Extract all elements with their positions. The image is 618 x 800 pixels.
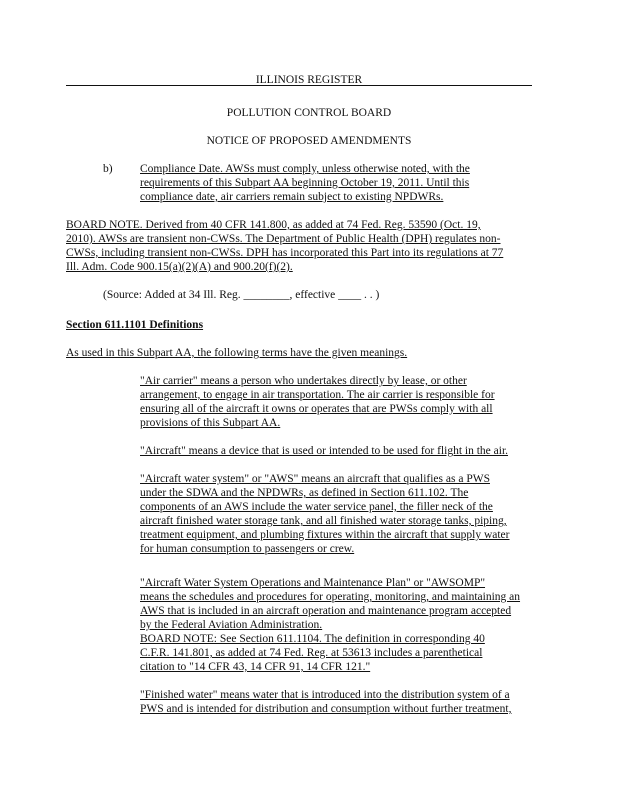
def-aws-line-3: components of an AWS include the water service panel, the filler neck of the xyxy=(140,501,493,513)
item-b-line-2: requirements of this Subpart AA beginning October 19, 2011. Until this xyxy=(140,177,470,189)
def-awsomp-note-line-3: citation to "14 CFR 43, 14 CFR 91, 14 CFR 121." xyxy=(140,661,371,673)
def-awsomp-note-line-1: BOARD NOTE: See Section 611.1104. The definition in corresponding 40 xyxy=(140,633,485,645)
board-note-line-4: Ill. Adm. Code 900.15(a)(2)(A) and 900.20(f)(2). xyxy=(66,261,293,273)
board-note-line-3: CWSs, including transient non-CWSs. DPH has incorporated this Part into its regulations at 77 xyxy=(66,247,504,259)
def-air-carrier-line-4: provisions of this Subpart AA. xyxy=(140,417,281,429)
source-line: (Source: Added at 34 Ill. Reg. ________, effective ____ . . ) xyxy=(103,289,380,301)
item-b-label: b) xyxy=(103,163,113,175)
def-aircraft-line-1: "Aircraft" means a device that is used or intended to be used for flight in the air. xyxy=(140,445,509,457)
def-air-carrier-line-1: "Air carrier" means a person who undertakes directly by lease, or other xyxy=(140,375,467,387)
item-b-line-1: Compliance Date. AWSs must comply, unless otherwise noted, with the xyxy=(140,163,470,175)
def-awsomp-note-line-2: C.F.R. 141.801, as added at 74 Fed. Reg. at 53613 includes a parenthetical xyxy=(140,647,483,659)
def-awsomp-line-1: "Aircraft Water System Operations and Maintenance Plan" or "AWSOMP" xyxy=(140,577,486,589)
def-aws-line-1: "Aircraft water system" or "AWS" means an aircraft that qualifies as a PWS xyxy=(140,473,490,485)
register-title: ILLINOIS REGISTER xyxy=(255,74,363,86)
def-finished-water-line-2: PWS and is intended for distribution and consumption without further treatment, xyxy=(140,703,512,715)
def-aws-line-5: treatment equipment, and plumbing fixtures within the aircraft that supply water xyxy=(140,529,510,541)
def-finished-water-line-1: "Finished water" means water that is introduced into the distribution system of a xyxy=(140,689,510,701)
notice-title: NOTICE OF PROPOSED AMENDMENTS xyxy=(206,135,412,147)
def-aws-line-6: for human consumption to passengers or crew. xyxy=(140,543,355,555)
def-awsomp-line-3: AWS that is included in an aircraft operation and maintenance program accepted xyxy=(140,605,512,617)
item-b-line-3: compliance date, air carriers remain subject to existing NPDWRs. xyxy=(140,191,444,203)
board-note-line-1: BOARD NOTE. Derived from 40 CFR 141.800, as added at 74 Fed. Reg. 53590 (Oct. 19, xyxy=(66,219,481,231)
def-awsomp-line-4: by the Federal Aviation Administration. xyxy=(140,619,323,631)
def-aws-line-4: aircraft finished water storage tank, and all finished water storage tanks, piping, xyxy=(140,515,507,527)
def-air-carrier-line-2: arrangement, to engage in air transportation. The air carrier is responsible for xyxy=(140,389,495,401)
intro-text: As used in this Subpart AA, the following terms have the given meanings. xyxy=(66,347,408,359)
agency-title: POLLUTION CONTROL BOARD xyxy=(226,107,392,119)
def-awsomp-line-2: means the schedules and procedures for operating, monitoring, and maintaining an xyxy=(140,591,521,603)
def-aws-line-2: under the SDWA and the NPDWRs, as defined in Section 611.102. The xyxy=(140,487,469,499)
def-air-carrier-line-3: ensuring all of the aircraft it owns or operates that are PWSs comply with all xyxy=(140,403,493,415)
board-note-line-2: 2010). AWSs are transient non-CWSs. The Department of Public Health (DPH) regulates non- xyxy=(66,233,501,245)
section-heading: Section 611.1101 Definitions xyxy=(66,319,204,331)
